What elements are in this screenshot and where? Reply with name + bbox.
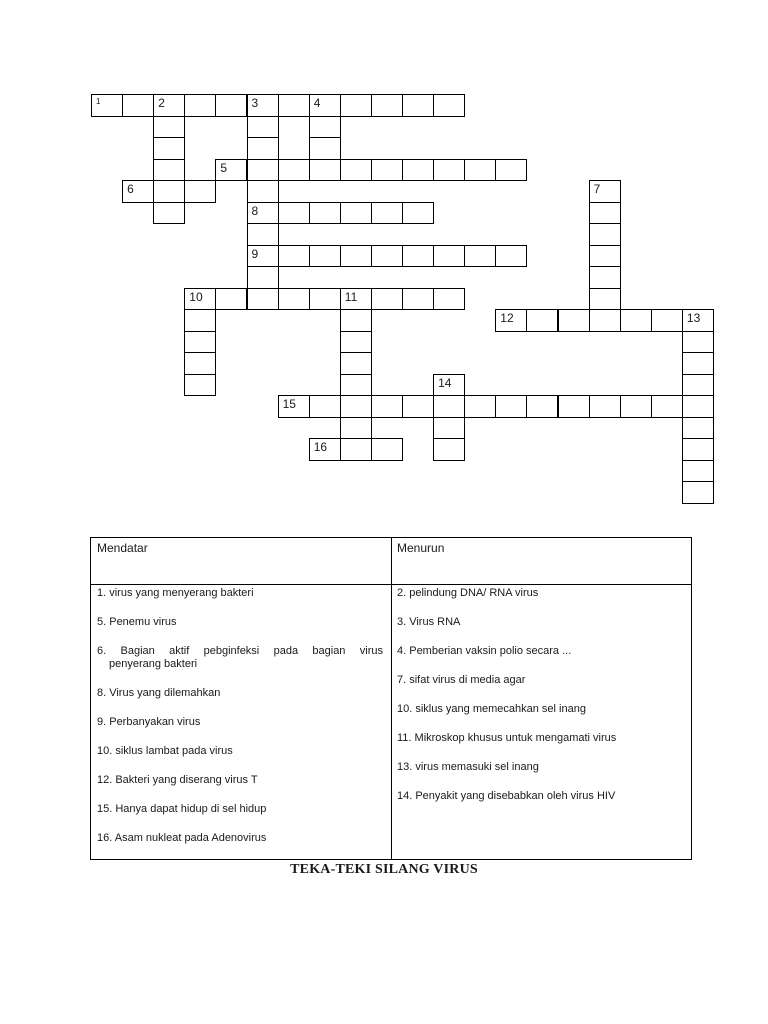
crossword-cell: [433, 288, 465, 311]
crossword-cell: [402, 288, 434, 311]
across-clue: [97, 774, 383, 787]
crossword-cell: [495, 395, 527, 418]
down-clue: [397, 587, 687, 600]
crossword-cell-4: [309, 94, 341, 117]
crossword-cell: [247, 288, 279, 311]
clue-number-5: 5: [220, 160, 228, 175]
across-clue-text: 16. Asam nukleat pada Adenovirus: [97, 832, 267, 844]
across-clue: [97, 587, 383, 600]
across-clue: [97, 832, 383, 845]
down-clue: [397, 616, 687, 629]
crossword-cell: [278, 94, 310, 117]
clue-number-14: 14: [438, 375, 452, 390]
down-clue-text: 7. sifat virus di media agar: [397, 674, 526, 686]
crossword-cell: [371, 438, 403, 461]
crossword-cell-12: [495, 309, 527, 332]
crossword-cell-13: [682, 309, 714, 332]
crossword-cell: [340, 94, 372, 117]
down-clue: [397, 732, 687, 745]
crossword-cell: [153, 180, 185, 203]
crossword-cell: [309, 159, 341, 182]
crossword-cell: [620, 395, 652, 418]
crossword-cell: [215, 288, 247, 311]
down-clue: [397, 761, 687, 774]
across-clue: [97, 616, 383, 629]
crossword-cell: [340, 438, 372, 461]
crossword-cell: [153, 137, 185, 160]
crossword-cell-8: [247, 202, 279, 225]
crossword-cell: [433, 245, 465, 268]
clue-table: [90, 537, 692, 860]
crossword-cell: [402, 94, 434, 117]
across-clue-text: 6. Bagian aktif pebginfeksi pada bagian virus: [97, 645, 383, 657]
crossword-cell-16: [309, 438, 341, 461]
across-clue: [97, 803, 383, 816]
crossword-cell: [340, 331, 372, 354]
down-clue-text: 13. virus memasuki sel inang: [397, 761, 539, 773]
crossword-cell: [215, 94, 247, 117]
clue-number-13: 13: [686, 311, 701, 325]
crossword-cell: [495, 245, 527, 268]
crossword-cell: [589, 202, 621, 225]
crossword-cell: [589, 266, 621, 289]
clue-number-7: 7: [593, 182, 601, 196]
crossword-cell: [340, 159, 372, 182]
crossword-cell-9: [247, 245, 279, 268]
crossword-cell: [371, 245, 403, 268]
crossword-cell: [651, 309, 683, 332]
crossword-cell: [247, 137, 279, 160]
crossword-cell: [340, 417, 372, 440]
crossword-cell: [184, 331, 216, 354]
crossword-cell: [682, 417, 714, 440]
crossword-cell: [340, 202, 372, 225]
clue-number-15: 15: [282, 397, 296, 411]
across-clue-text: 1. virus yang menyerang bakteri: [97, 587, 254, 599]
crossword-cell-2: [153, 94, 185, 117]
crossword-cell: [340, 352, 372, 375]
across-clue: [97, 716, 383, 729]
crossword-cell: [153, 159, 185, 182]
across-clue-text: 12. Bakteri yang diserang virus T: [97, 774, 258, 786]
crossword-cell: [371, 395, 403, 418]
across-clue: [97, 745, 383, 758]
down-clue-list: [397, 587, 687, 819]
crossword-cell: [402, 245, 434, 268]
crossword-cell: [247, 159, 279, 182]
across-clue: [97, 645, 383, 671]
crossword-cell: [589, 245, 621, 268]
crossword-cell: [153, 116, 185, 139]
crossword-cell: [371, 288, 403, 311]
across-header: Mendatar: [97, 541, 148, 555]
crossword-cell: [495, 159, 527, 182]
crossword-cell: [247, 266, 279, 289]
down-header: Menurun: [397, 541, 445, 555]
crossword-cell: [433, 159, 465, 182]
crossword-cell: [122, 94, 154, 117]
crossword-cell: [433, 417, 465, 440]
clue-number-8: 8: [251, 203, 259, 218]
down-clue-text: 3. Virus RNA: [397, 616, 461, 628]
crossword-cell: [309, 137, 341, 160]
down-clue-text: 2. pelindung DNA/ RNA virus: [397, 587, 539, 599]
crossword-cell: [309, 288, 341, 311]
crossword-cell: [309, 116, 341, 139]
crossword-cell: [526, 309, 558, 332]
down-clue-text: 11. Mikroskop khusus untuk mengamati virus: [397, 732, 617, 744]
crossword-cell-5: [215, 159, 247, 182]
clue-number-4: 4: [313, 96, 321, 110]
crossword-cell: [340, 374, 372, 397]
down-clue-text: 14. Penyakit yang disebabkan oleh virus HIV: [397, 790, 616, 802]
crossword-cell-3: [247, 94, 279, 117]
clue-table-divider: [391, 538, 392, 859]
clue-table-header-rule: [91, 584, 691, 585]
across-clue-list: [97, 587, 383, 861]
crossword-cell: [184, 309, 216, 332]
crossword-cell: [278, 159, 310, 182]
across-clue-text: 8. Virus yang dilemahkan: [97, 687, 221, 699]
crossword-cell: [464, 395, 496, 418]
crossword-cell: [526, 395, 558, 418]
clue-number-2: 2: [158, 96, 165, 110]
crossword-cell: [464, 159, 496, 182]
down-clue-text: 4. Pemberian vaksin polio secara ...: [397, 645, 572, 657]
crossword-cell: [558, 395, 590, 418]
crossword-cell: [589, 288, 621, 311]
crossword-cell: [433, 395, 465, 418]
clue-number-1: 1: [96, 97, 101, 106]
crossword-cell: [682, 352, 714, 375]
down-clue: [397, 645, 687, 658]
crossword-cell: [433, 94, 465, 117]
crossword-cell-6: [122, 180, 154, 203]
crossword-cell: [682, 374, 714, 397]
crossword-cell-7: [589, 180, 621, 203]
crossword-cell: [309, 202, 341, 225]
crossword-cell: [682, 331, 714, 354]
crossword-cell: [309, 245, 341, 268]
crossword-cell: [184, 94, 216, 117]
clue-number-12: 12: [500, 311, 514, 325]
crossword-cell: [589, 395, 621, 418]
crossword-cell: [589, 223, 621, 246]
crossword-cell: [682, 481, 714, 504]
crossword-cell: [247, 180, 279, 203]
crossword-cell: [682, 460, 714, 483]
clue-number-6: 6: [127, 182, 134, 196]
crossword-cell: [402, 159, 434, 182]
crossword-cell: [309, 395, 341, 418]
crossword-cell: [433, 438, 465, 461]
crossword-cell: [464, 245, 496, 268]
crossword-cell: [340, 309, 372, 332]
across-clue-text: 9. Perbanyakan virus: [97, 716, 201, 728]
crossword-cell: [247, 223, 279, 246]
puzzle-title: TEKA-TEKI SILANG VIRUS: [290, 862, 478, 877]
crossword-cell: [589, 309, 621, 332]
crossword-cell-10: [184, 288, 216, 311]
down-clue: [397, 674, 687, 687]
crossword-cell-14: [433, 374, 465, 397]
across-clue-continuation: penyerang bakteri: [109, 658, 198, 670]
crossword-cell: [340, 395, 372, 418]
crossword-cell: [278, 202, 310, 225]
crossword-cell: [402, 395, 434, 418]
crossword-cell: [371, 94, 403, 117]
crossword-cell: [278, 245, 310, 268]
crossword-cell: [651, 395, 683, 418]
crossword-cell: [371, 159, 403, 182]
crossword-cell: [278, 288, 310, 311]
crossword-cell: [682, 395, 714, 418]
down-clue: [397, 790, 687, 803]
clue-number-16: 16: [313, 440, 328, 454]
crossword-cell: [558, 309, 590, 332]
crossword-cell-15: [278, 395, 310, 418]
crossword-cell: [340, 245, 372, 268]
crossword-cell: [184, 180, 216, 203]
down-clue-text: 10. siklus yang memecahkan sel inang: [397, 703, 586, 715]
crossword-cell: [682, 438, 714, 461]
crossword-cell-11: [340, 288, 372, 311]
clue-number-3: 3: [251, 96, 259, 110]
crossword-cell: [153, 202, 185, 225]
crossword-cell: [184, 352, 216, 375]
clue-number-9: 9: [251, 246, 259, 261]
crossword-cell: [371, 202, 403, 225]
crossword-cell: [247, 116, 279, 139]
clue-number-10: 10: [189, 289, 203, 304]
crossword-cell: [402, 202, 434, 225]
across-clue-text: 10. siklus lambat pada virus: [97, 745, 233, 757]
crossword-cell-1: [91, 94, 123, 117]
down-clue: [397, 703, 687, 716]
crossword-cell: [620, 309, 652, 332]
across-clue: [97, 687, 383, 700]
across-clue-text: 15. Hanya dapat hidup di sel hidup: [97, 803, 267, 815]
across-clue-text: 5. Penemu virus: [97, 616, 177, 628]
crossword-cell: [184, 374, 216, 397]
clue-number-11: 11: [344, 289, 358, 304]
